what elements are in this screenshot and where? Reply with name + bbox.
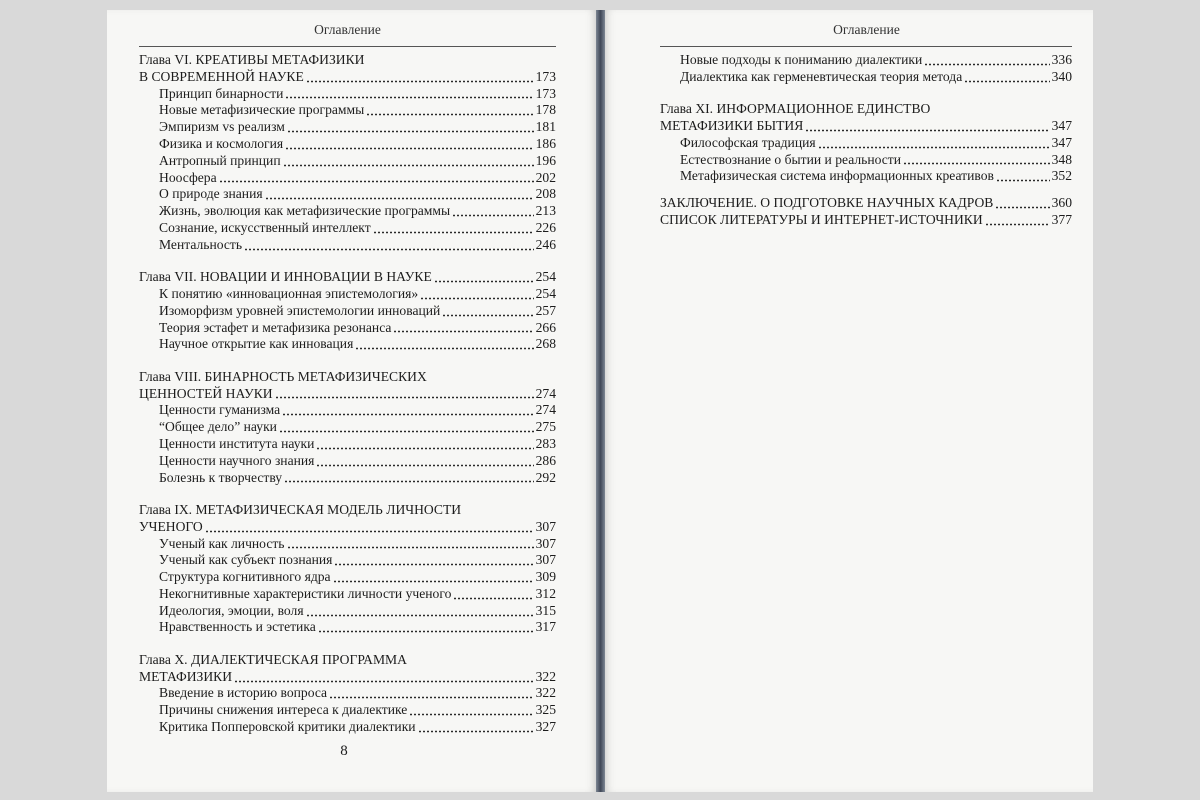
dot-leader [393, 330, 533, 333]
entry-page: 274 [535, 385, 556, 401]
entry-title: В СОВРЕМЕННОЙ НАУКЕ [139, 68, 304, 84]
dot-leader [418, 730, 534, 733]
chapter-heading [139, 269, 556, 286]
toc-entry [139, 320, 556, 337]
toc-entry [139, 303, 556, 320]
toc-entry [139, 569, 556, 586]
entry-title: Идеология, эмоции, воля [159, 602, 304, 618]
toc-entry [139, 419, 556, 436]
entry-page: 283 [535, 435, 556, 451]
entry-title: Теория эстафет и метафизика резонанса [159, 319, 392, 335]
entry-title: МЕТАФИЗИКИ БЫТИЯ [660, 117, 804, 133]
entry-page: 325 [535, 702, 556, 718]
toc-entry [139, 86, 556, 103]
chapter-heading [139, 69, 556, 86]
toc-entry [660, 152, 1072, 169]
toc-entry [139, 402, 556, 419]
entry-title: Ноосфера [159, 169, 217, 185]
toc-entry [139, 552, 556, 569]
entry-title: Ценности гуманизма [159, 402, 281, 418]
entry-page: 181 [535, 119, 556, 135]
entry-title: “Общее дело” науки [159, 419, 277, 435]
dot-leader [355, 347, 533, 350]
chapter-title: Глава VI. КРЕАТИВЫ МЕТАФИЗИКИ [139, 52, 365, 67]
toc-entry [139, 619, 556, 636]
entry-page: 275 [535, 419, 556, 435]
chapter-heading [139, 669, 556, 686]
entry-title: Эмпиризм vs реализм [159, 119, 285, 135]
chapter-title: Глава VIII. БИНАРНОСТЬ МЕТАФИЗИЧЕСКИХ [139, 368, 427, 384]
dot-leader [964, 80, 1049, 83]
entry-page: 257 [535, 302, 556, 318]
section-gap [660, 185, 1072, 195]
right-page [605, 10, 1093, 792]
chapter-title: Глава XI. ИНФОРМАЦИОННОЕ ЕДИНСТВО [660, 101, 931, 117]
entry-title: Физика и космология [159, 135, 284, 151]
entry-page: 348 [1051, 151, 1072, 167]
toc-entry [139, 436, 556, 453]
section-gap [139, 353, 556, 369]
table-of-contents [660, 52, 1072, 229]
toc-entry [660, 52, 1072, 69]
toc-entry [139, 586, 556, 603]
dot-leader [924, 63, 1049, 66]
toc-entry [139, 203, 556, 220]
entry-title: МЕТАФИЗИКИ [139, 668, 233, 684]
entry-title: Некогнитивные характеристики личности ученого [159, 585, 452, 601]
entry-page: 317 [535, 619, 556, 635]
entry-title: Сознание, искусственный интеллект [159, 219, 371, 235]
entry-title: Болезнь к творчеству [159, 469, 283, 485]
entry-title: Ментальность [159, 236, 243, 252]
dot-leader [285, 96, 533, 99]
dot-leader [283, 164, 534, 167]
dot-leader [366, 113, 533, 116]
entry-page: 347 [1051, 134, 1072, 150]
toc-entry [660, 135, 1072, 152]
chapter-heading [660, 212, 1072, 229]
entry-title: Глава VII. НОВАЦИИ И ИННОВАЦИИ В НАУКЕ [139, 269, 432, 285]
entry-title: Естествознание о бытии и реальности [680, 151, 902, 167]
dot-leader [453, 597, 533, 600]
chapter-heading [139, 519, 556, 536]
entry-page: 202 [535, 169, 556, 185]
toc-entry [139, 702, 556, 719]
dot-leader [903, 162, 1050, 165]
dot-leader [306, 80, 534, 83]
dot-leader [409, 713, 533, 716]
header-rule [139, 46, 556, 47]
toc-entry [139, 186, 556, 203]
chapter-heading [139, 386, 556, 403]
entry-page: 173 [535, 68, 556, 84]
entry-title: Причины снижения интереса к диалектике [159, 702, 408, 718]
entry-page: 327 [535, 719, 556, 735]
section-gap [660, 86, 1072, 102]
dot-leader [316, 464, 533, 467]
entry-page: 360 [1051, 195, 1072, 211]
toc-entry [139, 719, 556, 736]
entry-title: О природе знания [159, 186, 263, 202]
toc-entry [139, 685, 556, 702]
entry-title: Критика Попперовской критики диалектики [159, 719, 416, 735]
dot-leader [333, 580, 534, 583]
entry-page: 208 [535, 186, 556, 202]
toc-entry [139, 102, 556, 119]
entry-page: 322 [535, 668, 556, 684]
dot-leader [285, 147, 533, 150]
entry-title: Новые метафизические программы [159, 102, 365, 118]
dot-leader [265, 197, 534, 200]
section-gap [139, 636, 556, 652]
entry-page: 336 [1051, 52, 1072, 67]
entry-title: Антропный принцип [159, 152, 281, 168]
dot-leader [205, 530, 534, 533]
toc-entry [660, 168, 1072, 185]
toc-entry [139, 153, 556, 170]
dot-leader [219, 180, 534, 183]
dot-leader [985, 223, 1050, 226]
section-gap [139, 486, 556, 502]
entry-title: Научное открытие как инновация [159, 336, 354, 352]
table-of-contents [139, 52, 556, 736]
entry-title: Ученый как субъект познания [159, 552, 333, 568]
entry-page: 226 [535, 219, 556, 235]
dot-leader [818, 146, 1050, 149]
entry-page: 266 [535, 319, 556, 335]
entry-page: 292 [535, 469, 556, 485]
toc-entry [139, 470, 556, 487]
toc-entry [139, 286, 556, 303]
toc-entry [139, 220, 556, 237]
dot-leader [805, 129, 1049, 132]
header-rule [660, 46, 1072, 47]
page-number: 8 [340, 743, 348, 759]
entry-page: 173 [535, 85, 556, 101]
book-spine [596, 10, 605, 792]
entry-page: 340 [1051, 68, 1072, 84]
entry-page: 254 [535, 285, 556, 301]
dot-leader [334, 563, 533, 566]
entry-title: Изоморфизм уровней эпистемологии инноваций [159, 302, 441, 318]
toc-entry [139, 136, 556, 153]
entry-title: Философская традиция [680, 134, 816, 150]
entry-page: 246 [535, 236, 556, 252]
entry-page: 196 [535, 152, 556, 168]
chapter-title: Глава IX. МЕТАФИЗИЧЕСКАЯ МОДЕЛЬ ЛИЧНОСТИ [139, 501, 462, 517]
entry-title: Новые подходы к пониманию диалектики [680, 52, 923, 67]
left-page [107, 10, 596, 792]
entry-page: 254 [535, 269, 556, 285]
section-gap [139, 254, 556, 270]
dot-leader [995, 206, 1049, 209]
dot-leader [275, 396, 534, 399]
entry-title: ЗАКЛЮЧЕНИЕ. О ПОДГОТОВКЕ НАУЧНЫХ КАДРОВ [660, 195, 994, 211]
dot-leader [279, 430, 534, 433]
dot-leader [996, 179, 1050, 182]
entry-page: 352 [1051, 168, 1072, 184]
dot-leader [420, 297, 533, 300]
dot-leader [282, 413, 533, 416]
dot-leader [306, 614, 534, 617]
dot-leader [452, 214, 533, 217]
toc-entry [139, 237, 556, 254]
toc-entry [139, 119, 556, 136]
chapter-title: Глава X. ДИАЛЕКТИЧЕСКАЯ ПРОГРАММА [139, 651, 407, 667]
entry-page: 268 [535, 336, 556, 352]
dot-leader [318, 630, 534, 633]
entry-title: Жизнь, эволюция как метафизические программы [159, 203, 451, 219]
dot-leader [316, 447, 533, 450]
entry-page: 347 [1051, 117, 1072, 133]
chapter-heading [660, 118, 1072, 135]
entry-title: Нравственность и эстетика [159, 619, 316, 635]
entry-title: Метафизическая система информационных креативов [680, 168, 994, 184]
entry-page: 307 [535, 518, 556, 534]
running-head: Оглавление [314, 22, 381, 37]
dot-leader [234, 680, 534, 683]
entry-title: СПИСОК ЛИТЕРАТУРЫ И ИНТЕРНЕТ-ИСТОЧНИКИ [660, 211, 983, 227]
toc-entry [660, 69, 1072, 86]
dot-leader [442, 314, 533, 317]
entry-page: 377 [1051, 211, 1072, 227]
dot-leader [373, 231, 534, 234]
entry-page: 274 [535, 402, 556, 418]
entry-title: Ценности института науки [159, 435, 315, 451]
entry-page: 312 [535, 585, 556, 601]
entry-page: 213 [535, 203, 556, 219]
toc-entry [139, 536, 556, 553]
entry-title: ЦЕННОСТЕЙ НАУКИ [139, 385, 273, 401]
entry-page: 307 [535, 552, 556, 568]
entry-page: 315 [535, 602, 556, 618]
dot-leader [287, 130, 534, 133]
dot-leader [329, 696, 534, 699]
entry-page: 286 [535, 452, 556, 468]
entry-title: Структура когнитивного ядра [159, 569, 331, 585]
entry-page: 186 [535, 135, 556, 151]
entry-page: 178 [535, 102, 556, 118]
entry-title: Введение в историю вопроса [159, 685, 328, 701]
dot-leader [284, 480, 534, 483]
entry-title: Диалектика как герменевтическая теория метода [680, 68, 963, 84]
chapter-heading [660, 195, 1072, 212]
entry-page: 307 [535, 535, 556, 551]
entry-page: 322 [535, 685, 556, 701]
entry-title: К понятию «инновационная эпистемология» [159, 285, 419, 301]
dot-leader [434, 280, 534, 283]
entry-title: УЧЕНОГО [139, 518, 203, 534]
entry-title: Ценности научного знания [159, 452, 315, 468]
entry-page: 309 [535, 569, 556, 585]
entry-title: Принцип бинарности [159, 85, 284, 101]
dot-leader [287, 546, 534, 549]
dot-leader [244, 248, 534, 251]
toc-entry [139, 603, 556, 620]
toc-entry [139, 453, 556, 470]
running-head: Оглавление [833, 22, 900, 37]
toc-entry [139, 170, 556, 187]
entry-title: Ученый как личность [159, 535, 285, 551]
toc-entry [139, 336, 556, 353]
